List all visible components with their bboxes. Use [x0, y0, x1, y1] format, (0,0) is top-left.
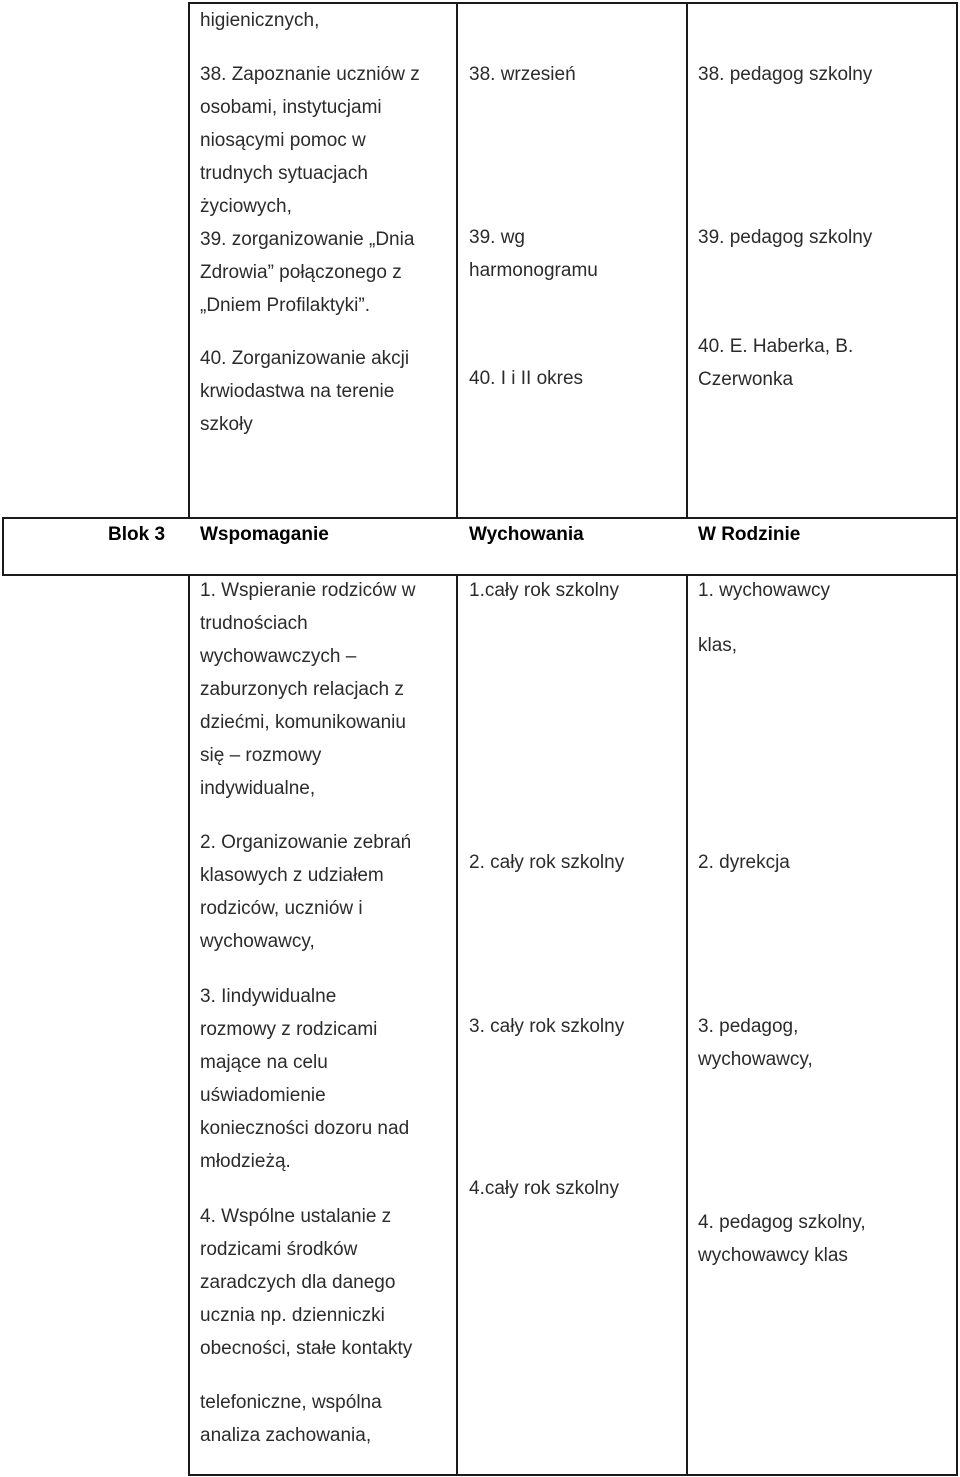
- term-line: 39. wg: [469, 227, 525, 248]
- term-line: 1.cały rok szkolny: [469, 580, 619, 601]
- task-line: rozmowy z rodzicami: [200, 1019, 378, 1040]
- task-line: trudnych sytuacjach: [200, 163, 368, 184]
- task-line: analiza zachowania,: [200, 1425, 372, 1446]
- task-line: obecności, stałe kontakty: [200, 1338, 413, 1359]
- task-line: życiowych,: [200, 196, 292, 217]
- task-line: Zdrowia” połączonego z: [200, 262, 402, 283]
- responsible-line: 40. E. Haberka, B.: [698, 336, 854, 357]
- responsible-line: wychowawcy klas: [698, 1245, 848, 1266]
- task-line: rodzicami środków: [200, 1239, 358, 1260]
- responsible-line: klas,: [698, 635, 738, 656]
- task-line: uświadomienie: [200, 1085, 326, 1106]
- task-line: wychowawczych –: [200, 646, 357, 667]
- task-line: 2. Organizowanie zebrań: [200, 832, 412, 853]
- task-line: krwiodastwa na terenie: [200, 381, 395, 402]
- responsible-line: 1. wychowawcy: [698, 580, 830, 601]
- responsible-line: wychowawcy,: [698, 1049, 813, 1070]
- block-title-word-3: W Rodzinie: [698, 524, 801, 545]
- task-line: rodziców, uczniów i: [200, 898, 363, 919]
- task-line: dziećmi, komunikowaniu: [200, 712, 406, 733]
- task-line: niosącymi pomoc w: [200, 130, 366, 151]
- task-line: 1. Wspieranie rodziców w: [200, 580, 416, 601]
- task-line: szkoły: [200, 414, 253, 435]
- term-line: harmonogramu: [469, 260, 598, 281]
- responsible-line: 39. pedagog szkolny: [698, 227, 873, 248]
- task-line: 3. Iindywidualne: [200, 986, 337, 1007]
- task-line: wychowawcy,: [200, 931, 315, 952]
- block-number: Blok 3: [108, 524, 166, 545]
- table-border-right: [956, 2, 958, 1476]
- task-line: osobami, instytucjami: [200, 97, 382, 118]
- task-line: mające na celu: [200, 1052, 328, 1073]
- bottom-col-divider-left: [188, 574, 190, 1476]
- top-col-divider-left: [188, 2, 190, 518]
- block-header-left-border: [2, 517, 4, 576]
- responsible-line: 4. pedagog szkolny,: [698, 1212, 866, 1233]
- block-title-word-1: Wspomaganie: [200, 524, 329, 545]
- term-line: 3. cały rok szkolny: [469, 1016, 625, 1037]
- task-line: klasowych z udziałem: [200, 865, 384, 886]
- responsible-line: 38. pedagog szkolny: [698, 64, 873, 85]
- bottom-col-divider-2: [686, 574, 688, 1476]
- task-line: 38. Zapoznanie uczniów z: [200, 64, 420, 85]
- term-line: 40. I i II okres: [469, 368, 584, 389]
- task-line: trudnościach: [200, 613, 308, 634]
- task-line: telefoniczne, wspólna: [200, 1392, 382, 1413]
- top-col-divider-2: [686, 2, 688, 518]
- task-line: higienicznych,: [200, 10, 320, 31]
- bottom-col-divider-1: [456, 574, 458, 1476]
- block-title-word-2: Wychowania: [469, 524, 584, 545]
- term-line: 4.cały rok szkolny: [469, 1178, 619, 1199]
- responsible-line: 3. pedagog,: [698, 1016, 799, 1037]
- task-line: zaradczych dla danego: [200, 1272, 396, 1293]
- table-border-bottom: [188, 1474, 958, 1476]
- task-line: „Dniem Profilaktyki”.: [200, 295, 370, 316]
- task-line: młodzieżą.: [200, 1151, 291, 1172]
- responsible-line: 2. dyrekcja: [698, 852, 790, 873]
- task-line: 4. Wspólne ustalanie z: [200, 1206, 392, 1227]
- task-line: zaburzonych relacjach z: [200, 679, 404, 700]
- responsible-line: Czerwonka: [698, 369, 794, 390]
- top-col-divider-1: [456, 2, 458, 518]
- task-line: 39. zorganizowanie „Dnia: [200, 229, 415, 250]
- term-line: 2. cały rok szkolny: [469, 852, 625, 873]
- task-line: się – rozmowy: [200, 745, 322, 766]
- term-line: 38. wrzesień: [469, 64, 576, 85]
- task-line: konieczności dozoru nad: [200, 1118, 410, 1139]
- task-line: ucznia np. dzienniczki: [200, 1305, 385, 1326]
- task-line: indywidualne,: [200, 778, 316, 799]
- task-line: 40. Zorganizowanie akcji: [200, 348, 410, 369]
